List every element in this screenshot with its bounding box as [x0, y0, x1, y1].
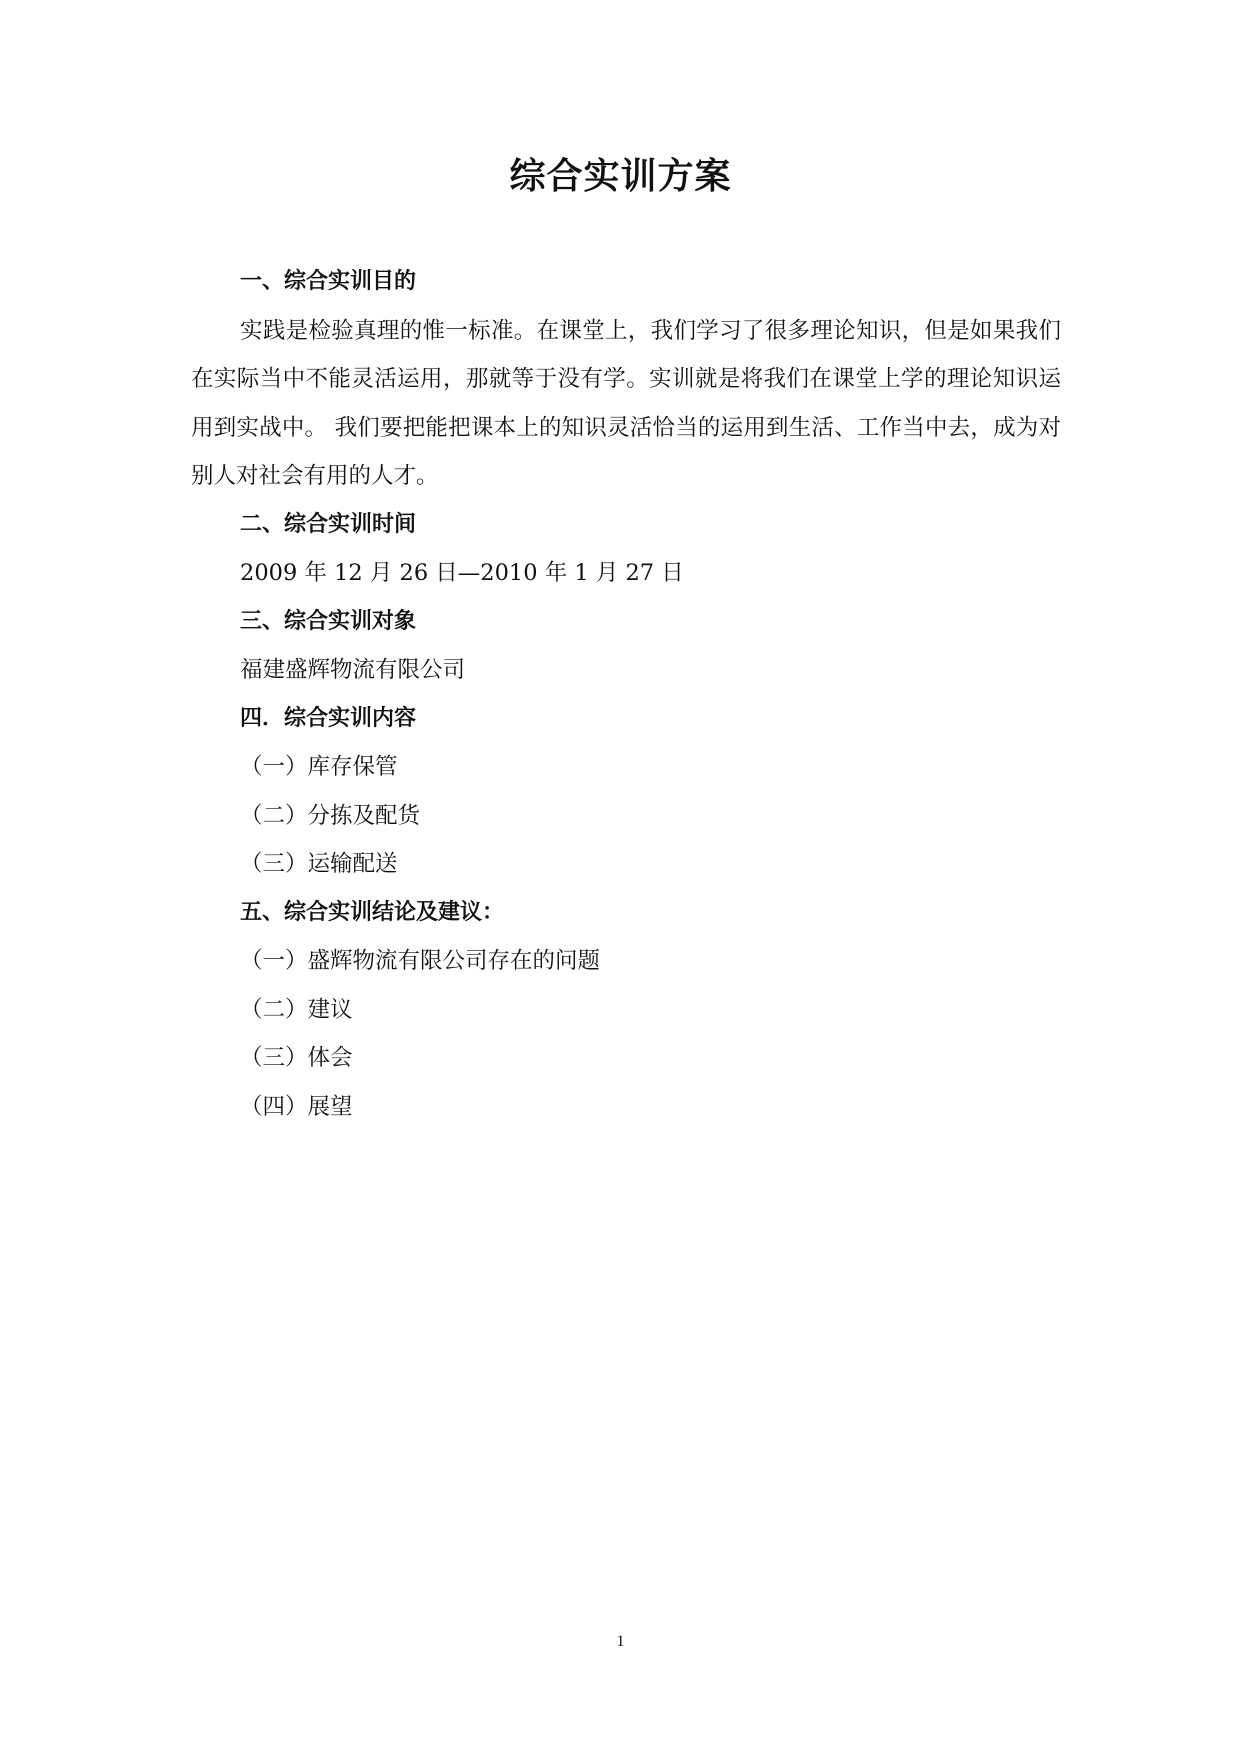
section-heading-time: 二、综合实训时间	[240, 511, 417, 537]
section-heading-purpose: 一、综合实训目的	[240, 269, 417, 294]
content-item-transport: （三）运输配送	[240, 851, 398, 877]
purpose-paragraph: 实践是检验真理的惟一标准。在课堂上，我们学习了很多理论知识，但是如果我们在实际当中不能灵活运用，那就等于没有学。实训就是将我们在课堂上学的理论知识运用到实战中。 我们要把能把课本上的知识灵活恰当的运用到生活、工作当中去，成为对别人对社会有用的人才。	[191, 317, 1061, 489]
section-heading-content: 四．综合实训内容	[240, 705, 417, 731]
content-item-sorting: （二）分拣及配货	[240, 802, 421, 829]
page-number: 1	[616, 1633, 625, 1650]
conclusion-item-problems: （一）盛辉物流有限公司存在的问题	[240, 948, 601, 974]
section-heading-conclusion: 五、综合实训结论及建议：	[240, 899, 505, 925]
content-item-storage: （一）库存保管	[240, 754, 398, 780]
conclusion-item-suggestions: （二）建议	[240, 996, 353, 1023]
document-title: 综合实训方案	[509, 156, 732, 197]
section-heading-target: 三、综合实训对象	[240, 608, 417, 634]
training-date-range: 2009 年 12 月 26 日—2010 年 1 月 27 日	[240, 560, 684, 586]
conclusion-item-experience: （三）体会	[240, 1045, 353, 1071]
document-body	[191, 258, 1061, 1131]
conclusion-item-outlook: （四）展望	[240, 1093, 353, 1120]
training-company: 福建盛辉物流有限公司	[240, 657, 466, 683]
